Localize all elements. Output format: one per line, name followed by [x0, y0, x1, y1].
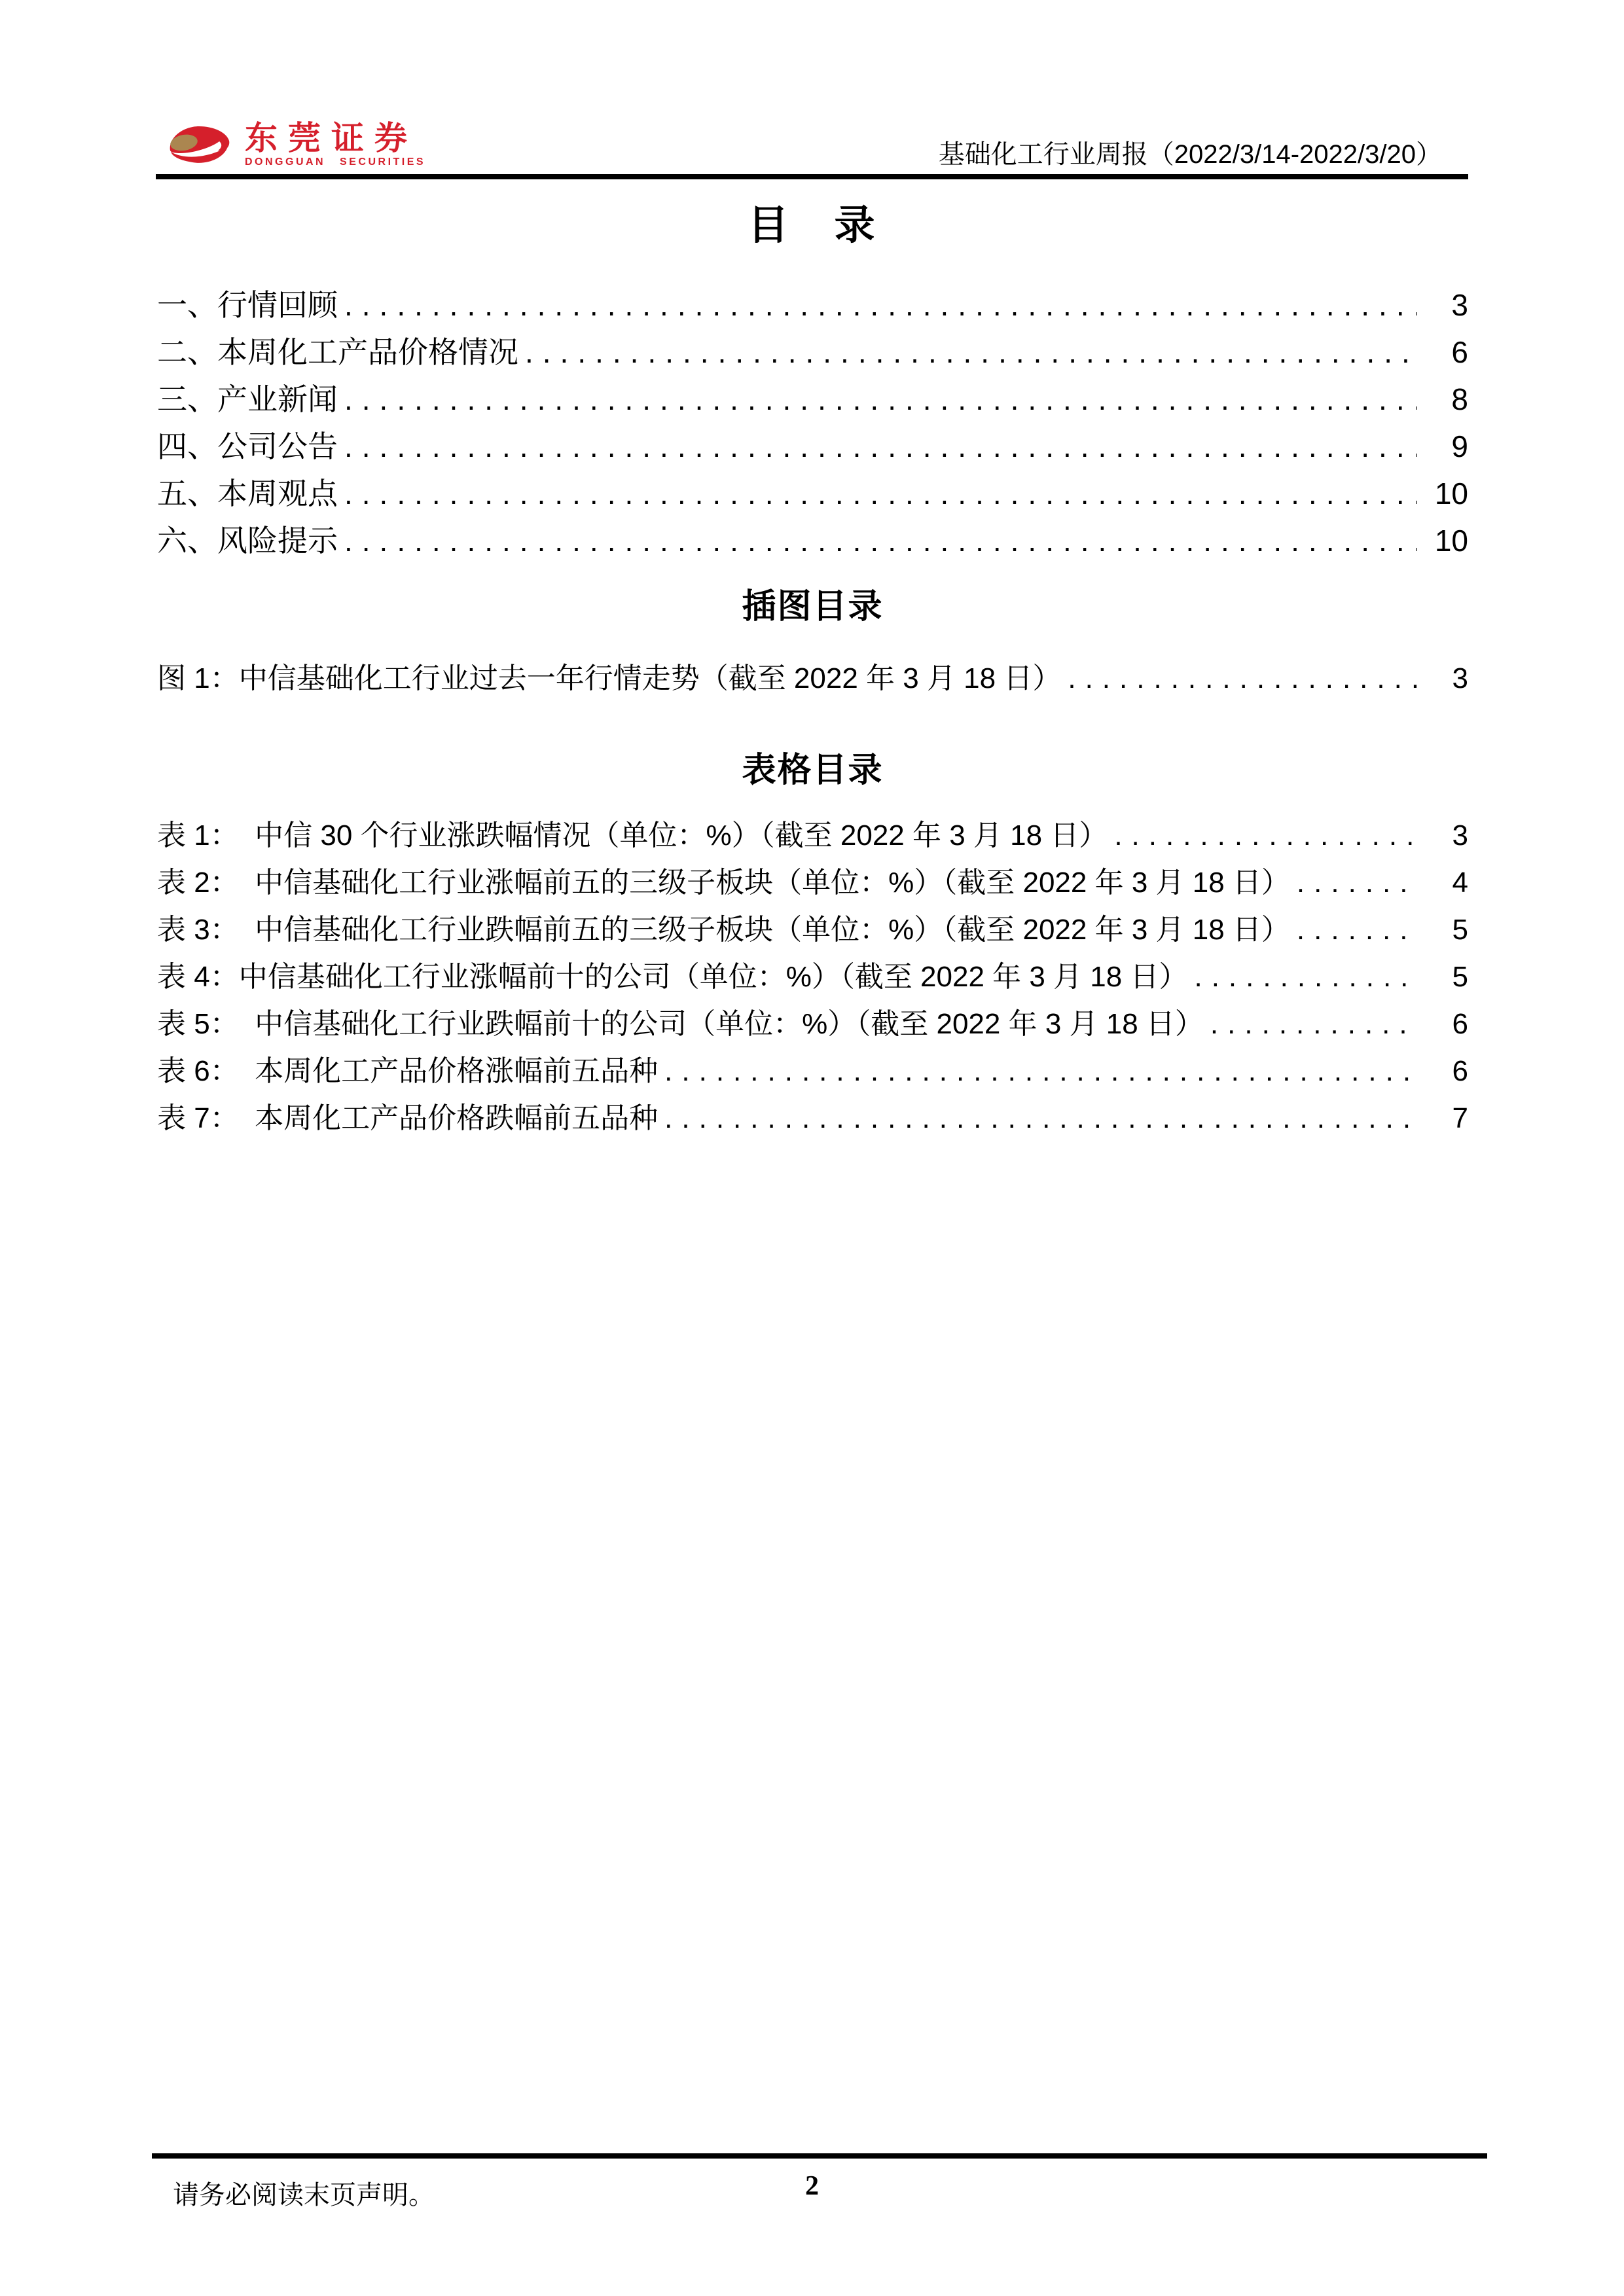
- figure-entry[interactable]: [157, 645, 1468, 692]
- dot-leader: [525, 334, 1417, 370]
- dot-leader: [344, 287, 1417, 323]
- header-rule: [156, 174, 1468, 179]
- tables-section-title: 表格目录: [742, 751, 884, 789]
- table-entry-page: 5: [1452, 961, 1468, 993]
- toc-entry[interactable]: [157, 367, 1468, 414]
- toc-entry[interactable]: [157, 272, 1468, 322]
- toc-entry[interactable]: [157, 461, 1468, 511]
- toc-list: [157, 272, 1468, 558]
- dot-leader: [344, 523, 1417, 558]
- table-entry[interactable]: [157, 991, 1468, 1038]
- dot-leader: [1297, 867, 1417, 899]
- dot-leader: [344, 476, 1417, 511]
- dot-leader: [1194, 961, 1417, 994]
- logo-text-en: DONGGUAN SECURITIES: [245, 156, 426, 168]
- dongguan-securities-logo-icon: [168, 124, 230, 164]
- table-entry-label: 表 6： 本周化工产品价格涨幅前五品种: [157, 1055, 659, 1087]
- dot-leader: [1297, 914, 1417, 946]
- table-entry-label: 表 3： 中信基础化工行业跌幅前五的三级子板块（单位：%）（截至 2022 年 3 月 18 日）: [157, 914, 1290, 946]
- table-entry-label: 表 1： 中信 30 个行业涨跌幅情况（单位：%）（截至 2022 年 3 月 18 日）: [157, 819, 1108, 852]
- dot-leader: [344, 382, 1417, 417]
- toc-entry-page: 10: [1434, 524, 1468, 558]
- logo-text-cn: 东莞证券: [245, 120, 418, 156]
- toc-entry-page: 3: [1451, 288, 1468, 322]
- table-entry-page: 6: [1452, 1008, 1468, 1040]
- toc-entry-label: 三、产业新闻: [157, 382, 338, 416]
- footer-disclaimer: 请务必阅读末页声明。: [173, 2181, 435, 2210]
- table-entry-page: 3: [1452, 819, 1468, 852]
- dot-leader: [1114, 819, 1417, 852]
- table-entry-page: 6: [1452, 1055, 1468, 1087]
- toc-entry-label: 四、公司公告: [157, 429, 338, 463]
- dot-leader: [344, 429, 1417, 464]
- toc-entry-page: 6: [1451, 335, 1468, 369]
- table-entry[interactable]: [157, 1085, 1468, 1132]
- table-entry-label: 表 2： 中信基础化工行业涨幅前五的三级子板块（单位：%）（截至 2022 年 3 月 18 日）: [157, 867, 1290, 899]
- toc-entry[interactable]: [157, 319, 1468, 367]
- table-entry[interactable]: [157, 944, 1468, 991]
- logo-text: [245, 122, 425, 168]
- company-logo: [168, 122, 425, 168]
- toc-entry[interactable]: [157, 508, 1468, 558]
- toc-entry-label: 二、本周化工产品价格情况: [157, 335, 518, 369]
- toc-entry[interactable]: [157, 414, 1468, 461]
- toc-entry-label: 六、风险提示: [157, 524, 338, 558]
- table-entry-label: 表 7： 本周化工产品价格跌幅前五品种: [157, 1102, 659, 1134]
- dot-leader: [1068, 662, 1417, 695]
- toc-entry-label: 五、本周观点: [157, 476, 338, 511]
- dot-leader: [664, 1102, 1417, 1135]
- table-list: [157, 802, 1468, 1132]
- table-entry-label: 表 4：中信基础化工行业涨幅前十的公司（单位：%）（截至 2022 年 3 月 18 日）: [157, 961, 1188, 993]
- table-entry[interactable]: [157, 802, 1468, 850]
- table-entry-page: 5: [1452, 914, 1468, 946]
- table-entry-page: 4: [1452, 867, 1468, 899]
- dot-leader: [664, 1055, 1417, 1088]
- toc-entry-page: 10: [1434, 476, 1468, 511]
- figure-entry-page: 3: [1452, 662, 1468, 694]
- page-number: 2: [805, 2171, 819, 2201]
- toc-title: 目 录: [748, 203, 878, 248]
- table-entry[interactable]: [157, 1038, 1468, 1085]
- table-entry-page: 7: [1452, 1102, 1468, 1134]
- table-entry[interactable]: [157, 897, 1468, 944]
- dot-leader: [1210, 1008, 1417, 1041]
- table-entry[interactable]: [157, 850, 1468, 897]
- toc-entry-page: 8: [1451, 382, 1468, 416]
- toc-entry-page: 9: [1451, 429, 1468, 463]
- footer-rule: [152, 2153, 1487, 2159]
- figures-section-title: 插图目录: [742, 588, 884, 626]
- figure-list: [157, 645, 1468, 692]
- table-entry-label: 表 5： 中信基础化工行业跌幅前十的公司（单位：%）（截至 2022 年 3 月 18 日）: [157, 1008, 1204, 1040]
- figure-entry-label: 图 1：中信基础化工行业过去一年行情走势（截至 2022 年 3 月 18 日）: [157, 662, 1062, 694]
- report-title: 基础化工行业周报（2022/3/14-2022/3/20）: [938, 140, 1442, 169]
- toc-entry-label: 一、行情回顾: [157, 288, 338, 322]
